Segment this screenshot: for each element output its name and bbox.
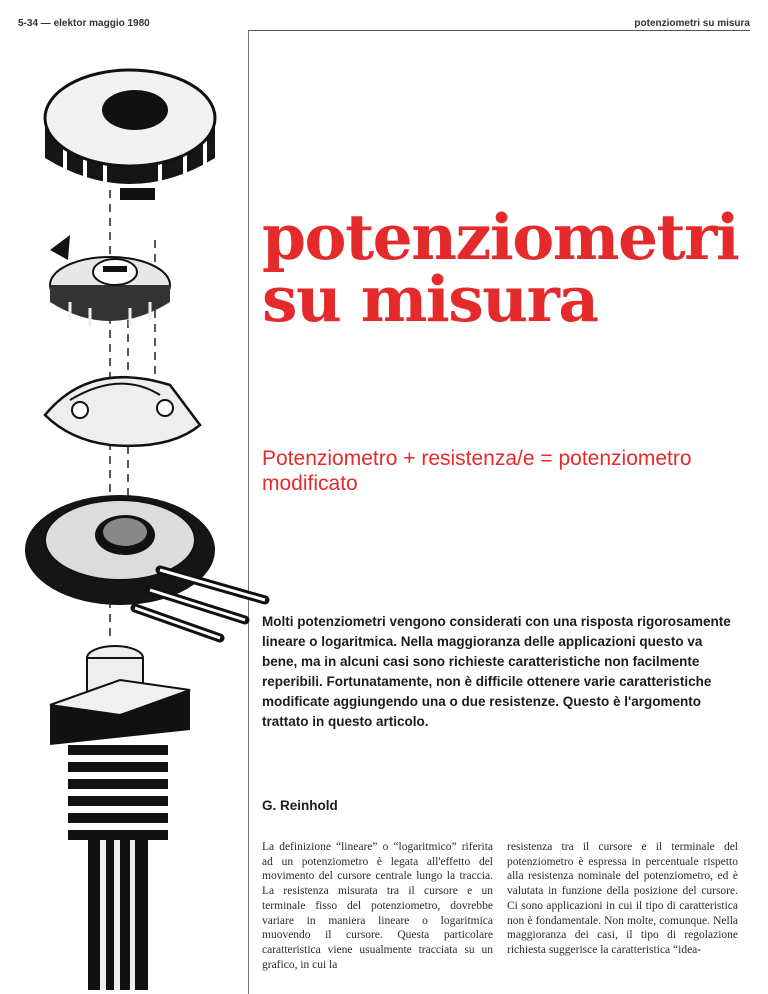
track-body-part (25, 495, 265, 638)
contact-plate-part (45, 377, 200, 446)
cover-ring-part (45, 70, 215, 200)
article-subtitle: Potenziometro + resistenza/e = potenziometro modificato (262, 447, 692, 495)
article-title (262, 200, 762, 336)
running-header-right: potenziometri su misura (634, 18, 750, 29)
shaft-bushing-part (50, 600, 190, 990)
running-header-left: 5-34 — elektor maggio 1980 (18, 18, 150, 29)
article-abstract: Molti potenziometri vengono considerati con una risposta rigorosamente lineare o logaritmica. Nella maggioranza delle applicazioni questo va bene, ma in alcuni casi sono richieste caratteristiche non facilmente reperibili. Fortunatamente, non è difficile ottenere varie caratteristiche modificate aggiungendo una o due resistenze. Questo è l'argomento trattato in questo articolo. (262, 614, 731, 729)
header-rule (248, 30, 750, 31)
title-line-1: potenziometri (262, 200, 739, 274)
article-author: G. Reinhold (262, 798, 338, 813)
body-text-column-2: resistenza tra il cursore e il terminale del potenziometro è espressa in percentuale rispetto alla resistenza nominale del potenziometro, ed è valutata in funzione della posizione del cursore. Ci sono applicazioni in cui il tipo di caratteristica non è fondamentale. Non molte, comunque. Nella maggioranza dei casi, il tipo di regolazione richiesta suggerisce la caratteristica “idea- (507, 841, 738, 956)
title-line-2: su misura (262, 262, 598, 336)
exploded-potentiometer-illustration (10, 40, 280, 994)
body-text-column-1: La definizione “lineare” o “logaritmico” riferita ad un potenziometro è legata all'effetto del movimento del cursore centrale lungo la traccia. La resistenza misurata tra il cursore e un terminale fisso del potenziometro, dovrebbe variare in maniera lineare o logaritmica muovendo il cursore. Questa particolare caratteristica viene usualmente tracciata su un grafico, in cui la (262, 841, 493, 971)
